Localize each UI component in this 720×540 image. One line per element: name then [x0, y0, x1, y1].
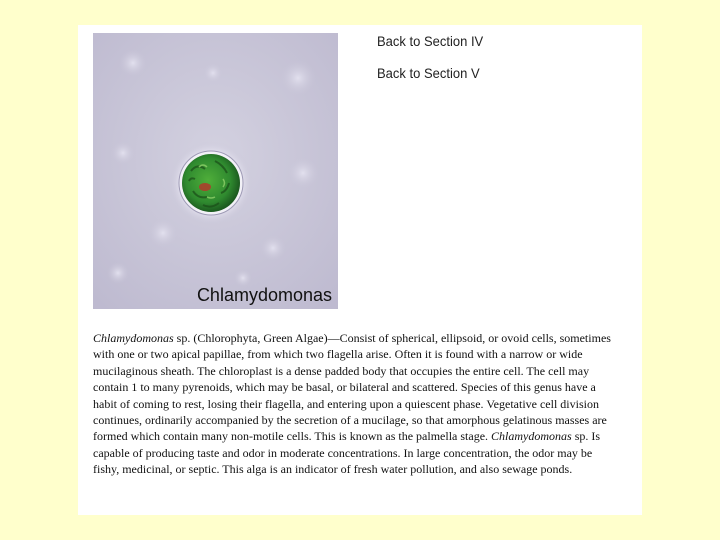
description-ending: sp. Is capable of producing taste and odor in moderate concentrations. In large concentration, the odor may be fishy, medicinal, or septic. This alga is an indicator of fresh water pollution, and also sewage ponds. — [93, 429, 601, 477]
chlamydomonas-micrograph — [93, 33, 338, 309]
description-body: sp. (Chlorophyta, Green Algae)—Consist of spherical, ellipsoid, or ovoid cells, sometimes with one or two apical papillae, from which two flagella arise. Often it is found with a narrow or wide mucilaginous sheath. The chloroplast is a dense padded body that occupies the entire cell. The cell may contain 1 to many pyrenoids, which may be basal, or bilateral and scattered. Species of this genus have a habit of coming to rest, losing their flagella, and entering upon a quiescent phase. Vegetative cell division continues, ordinarily accompanied by the secretion of a mucilage, so that amorphous gelatinous masses are formed which contain many non-motile cells. This is known as the palmella stage. — [93, 331, 611, 444]
eyespot — [199, 183, 211, 191]
genus-name-second: Chlamydomonas — [491, 429, 572, 444]
genus-name: Chlamydomonas — [93, 331, 174, 345]
species-description — [93, 330, 613, 478]
micrograph-caption: Chlamydomonas — [196, 285, 332, 305]
back-to-section-iv-link[interactable]: Back to Section IV — [377, 33, 484, 50]
micrograph-image — [93, 33, 338, 309]
back-to-section-v-link[interactable]: Back to Section V — [377, 65, 480, 82]
